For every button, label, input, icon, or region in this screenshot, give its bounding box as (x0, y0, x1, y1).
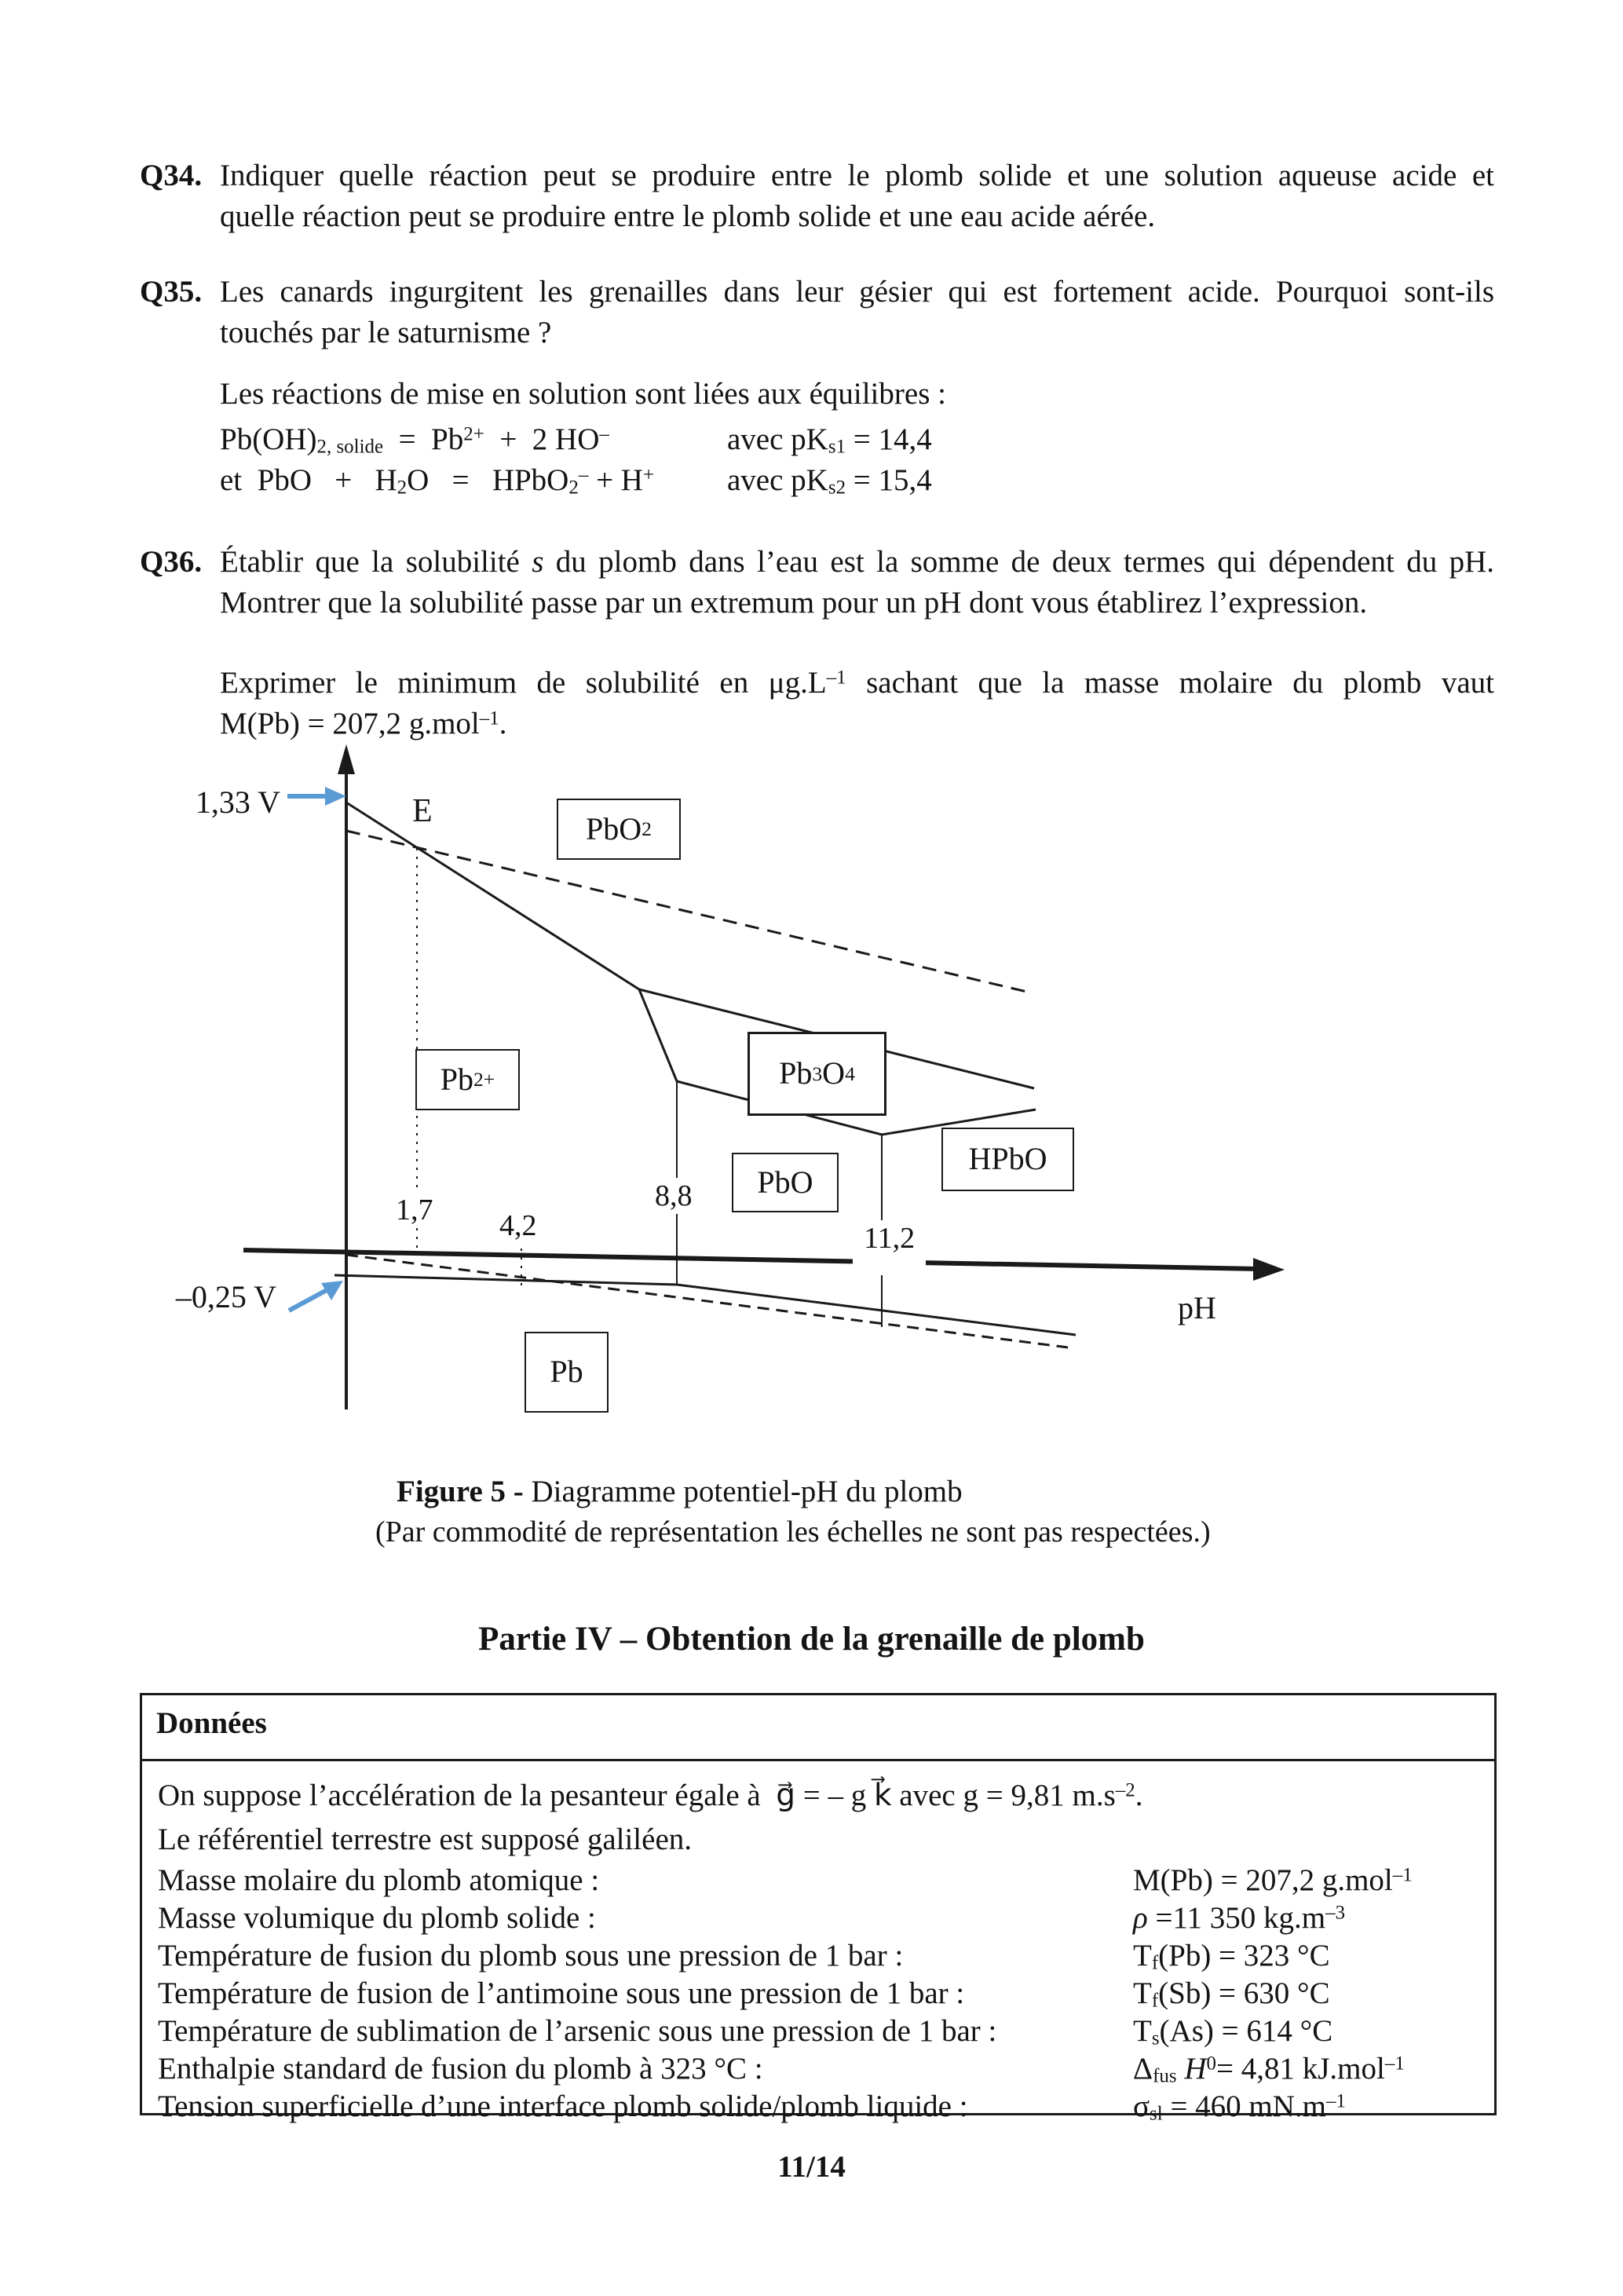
q36-line3: Exprimer le minimum de solubilité en $\mu g.L^{-1}$ sachant que la masse molaire du plomb vaut (220, 666, 1494, 700)
q35-line1: Les canards ingurgitent les grenailles dans leur gésier qui est fortement acide. Pourquoi sont-ils (220, 275, 1494, 309)
equation-1 (220, 421, 1494, 459)
equation-1-left: $Pb(OH)_{2, solide} = Pb^{2+} + 2$ HO– (220, 422, 609, 458)
x-axis-label: pH (1178, 1290, 1216, 1325)
region-box-pb: Pb (525, 1332, 609, 1413)
data-box-header (142, 1695, 1494, 1761)
table-row (142, 1975, 1494, 2013)
y-axis-label: E (412, 793, 433, 829)
tick-8-8: 8,8 (650, 1178, 697, 1214)
q36-line2: Montrer que la solubilité passe par un extremum pour un pH dont vous établirez l’expression. (220, 586, 1368, 620)
pb-boundary-line (334, 1275, 1076, 1335)
upper-dashed-line (346, 831, 1030, 993)
region-box-pb2plus: Pb 2+ (415, 1049, 520, 1110)
ph-axis-arrowhead (1253, 1258, 1285, 1281)
row-label: Tension superficielle d’une interface plomb solide/plomb liquide : (158, 2089, 968, 2123)
row-value: $\sigma_{sl} = 460$ $mN.m^{-1}$ (1133, 2089, 1346, 2125)
table-row (142, 1899, 1494, 1937)
table-row (142, 2050, 1494, 2088)
data-rows (142, 1862, 1494, 2126)
table-row (142, 1862, 1494, 1899)
q35-label: Q35. (140, 275, 203, 309)
row-label: Température de sublimation de l’arsenic sous une pression de 1 bar : (158, 2014, 997, 2048)
figure-caption-note: (Par commodité de représentation les échelles ne sont pas respectées.) (375, 1515, 1211, 1548)
tick-4-2: 4,2 (495, 1208, 542, 1244)
q35-intro: Les réactions de mise en solution sont liées aux équilibres : (220, 377, 946, 411)
q34-label: Q34. (140, 159, 203, 192)
table-row (142, 2013, 1494, 2050)
data-intro-1: On suppose l’accélération de la pesanteur égale à g⃗ = – g k⃗ avec g = 9,81 $m.s^{-2}$. (158, 1779, 1143, 1812)
equation-2-left: et PbO + $H_2O$ = HPbO$_2$– + H+ (220, 463, 655, 499)
row-label: Température de fusion du plomb sous une pression de 1 bar : (158, 1939, 904, 1972)
callout-arrow-minus-0-25v (289, 1290, 327, 1311)
row-value: $T_s(As) = 614$ °C (1133, 2014, 1333, 2049)
q36-line4: M(Pb) = 207,2 g.mol$^{-1}$. (220, 707, 507, 740)
e-axis-arrowhead (338, 744, 355, 774)
row-label: Masse molaire du plomb atomique : (158, 1863, 600, 1897)
q35-line2: touchés par le saturnisme ? (220, 316, 552, 349)
row-label: Masse volumique du plomb solide : (158, 1901, 596, 1935)
data-box-title: Données (156, 1706, 267, 1740)
q34-line2: quelle réaction peut se produire entre le plomb solide et une eau acide aérée. (220, 199, 1156, 233)
row-value: $T_f(Sb) = 630$ °C (1133, 1976, 1330, 2012)
tick-1-7: 1,7 (391, 1192, 438, 1228)
y-value-minus-0-25v: –0,25 V (175, 1279, 276, 1314)
ph-axis (243, 1250, 1259, 1269)
region-box-pbo2: PbO 2 (557, 799, 681, 860)
part4-title: Partie IV – Obtention de la grenaille de plomb (478, 1621, 1145, 1658)
data-box (140, 1693, 1497, 2125)
q36-line1: Établir que la solubilité s du plomb dans l’eau est la somme de deux termes qui dépendent du pH. (220, 545, 1494, 579)
y-value-1-33v: 1,33 V (195, 784, 280, 820)
q34-line1: Indiquer quelle réaction peut se produire entre le plomb solide et une solution aqueuse acide et (220, 159, 1494, 192)
equation-1-condition: avec $pK_{s1} = 14,4$ (727, 422, 932, 458)
callout-arrow-1-33v-head (325, 787, 346, 806)
region-box-pbo: PbO (732, 1153, 839, 1212)
q36-label: Q36. (140, 545, 203, 579)
tick-11-2: 11,2 (853, 1220, 926, 1275)
table-row (142, 2088, 1494, 2126)
data-intro-2: Le référentiel terrestre est supposé galiléen. (158, 1823, 693, 1856)
row-value: $\Delta_{fus}$ $H^0= 4,81$ kJ.mol$^{-1}$ (1133, 2052, 1405, 2087)
equation-2-condition: avec $pK_{s2} = 15,4$ (727, 463, 932, 499)
lower-dashed-line (346, 1255, 1068, 1347)
region-box-pb3o4: Pb 3 O 4 (748, 1032, 886, 1116)
row-label: Température de fusion de l’antimoine sous une pression de 1 bar : (158, 1976, 965, 2010)
equation-2 (220, 462, 1494, 500)
page-number: 11/14 (777, 2150, 846, 2184)
potential-ph-diagram (0, 738, 1623, 1413)
table-row (142, 1937, 1494, 1975)
region-box-hpbo: HPbO (941, 1128, 1074, 1191)
row-value: $T_f(Pb) = 323$ °C (1133, 1939, 1330, 1974)
row-value: ρ =11 350 $kg.m^{-3}$ (1133, 1901, 1346, 1935)
figure-caption: Figure 5 - Diagramme potentiel-pH du plomb (397, 1475, 963, 1508)
row-label: Enthalpie standard de fusion du plomb à 323 °C : (158, 2052, 763, 2086)
row-value: M(Pb) = 207,2 g.mol$^{-1}$ (1133, 1863, 1413, 1897)
